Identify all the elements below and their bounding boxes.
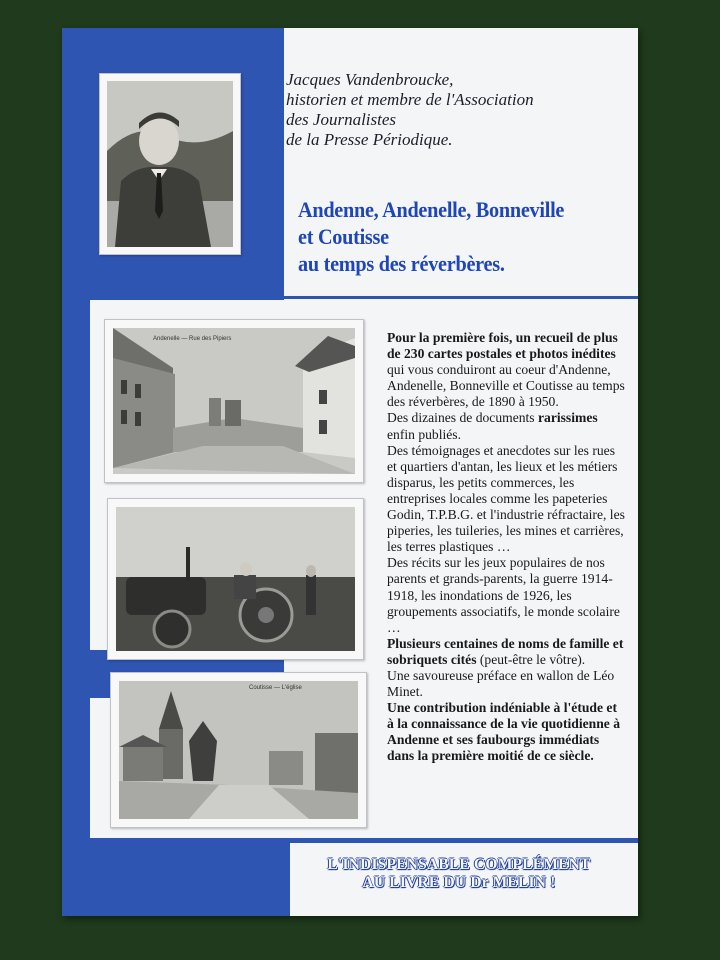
paragraph-intro — [387, 330, 627, 410]
title-line: Andenne, Andenelle, Bonneville — [298, 197, 565, 222]
footer-line-1: L'INDISPENSABLE COMPLÉMENT — [327, 856, 591, 873]
postcard-street-photo — [113, 328, 355, 474]
author-line: de la Presse Périodique. — [286, 130, 453, 149]
author-portrait-frame — [99, 73, 241, 255]
author-bio — [286, 70, 616, 150]
postcard-tractor-frame — [107, 498, 364, 660]
documents-rest: enfin publiés. — [387, 426, 461, 442]
intro-rest: qui vous conduiront au coeur d'Andenne, Andenelle, Bonneville et Coutisse au temps des réverbères, de 1890 à 1950. — [387, 362, 625, 410]
author-line: Jacques Vandenbroucke, — [286, 70, 454, 89]
book-title — [298, 196, 602, 277]
postcard-street-caption: Andenelle — Rue des Pipiers — [153, 336, 232, 342]
postcard-tractor-photo — [116, 507, 355, 651]
postcard-church-photo — [119, 681, 358, 819]
paragraph-documents — [387, 410, 627, 442]
blue-block-left-column — [62, 300, 90, 860]
intro-bold: Pour la première fois, un recueil de plus de 230 cartes postales et photos inédites — [387, 330, 618, 362]
book-back-cover — [62, 28, 638, 916]
author-line: des Journalistes — [286, 110, 397, 129]
author-line: historien et membre de l'Association — [286, 90, 534, 109]
blue-block-bottom-right — [290, 841, 638, 843]
paragraph-stories: Des récits sur les jeux populaires de nos parents et grands-parents, la guerre 1914-1918, les inondations de 1926, les groupements associatifs, le monde scolaire … — [387, 555, 620, 635]
paragraph-contribution — [387, 700, 627, 764]
paragraph-names — [387, 636, 627, 668]
names-bold: Plusieurs centaines de noms de famille et sobriquets cités — [387, 635, 624, 667]
names-rest: (peut-être le vôtre). — [476, 651, 586, 667]
paragraph-testimonies: Des témoignages et anecdotes sur les rues et quartiers d'antan, les lieux et les métiers disparus, les petits commerces, les entreprises locales comme les papeteries Godin, T.P.B.G. et l'industrie réfractaire, les piperies, les tuileries, les mines et carrières, les terres plastiques … — [387, 442, 625, 555]
divider-rule-top — [62, 296, 638, 299]
documents-bold: rarissimes — [538, 410, 598, 426]
paragraph-preface: Une savoureuse préface en wallon de Léo Minet. — [387, 667, 615, 700]
author-portrait-photo — [107, 81, 233, 247]
description-text — [387, 330, 627, 765]
title-line: et Coutisse — [298, 224, 389, 249]
footer-line-2: AU LIVRE DU Dr MELIN ! — [362, 874, 556, 891]
documents-start: Des dizaines de documents — [387, 410, 538, 426]
blue-block-bottom-left — [62, 841, 290, 916]
postcard-street-frame — [104, 319, 364, 483]
title-line: au temps des réverbères. — [298, 251, 505, 276]
postcard-church-frame — [110, 672, 367, 828]
footer-slogan — [294, 856, 624, 892]
postcard-church-caption: Coutisse — L'église — [249, 685, 302, 691]
contribution-bold: Une contribution indéniable à l'étude et à la connaissance de la vie quotidienne à Andenne et ses faubourgs immédiats dans la première moitié de ce siècle. — [387, 700, 621, 764]
